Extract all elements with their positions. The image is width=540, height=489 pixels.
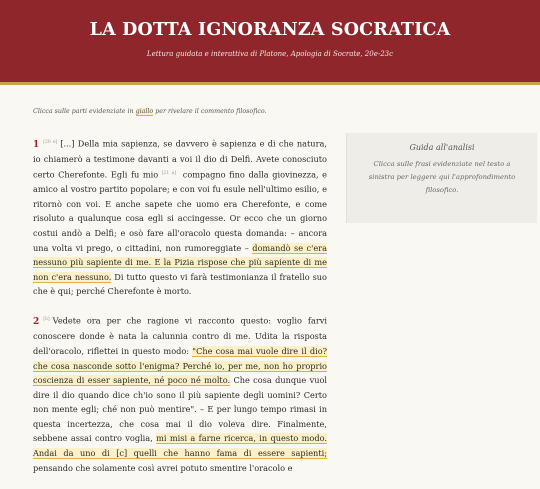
guide-text: Clicca sulle frasi evidenziate nel testo a sinistra per leggere qui l'approfondimento filosofico. [368, 160, 516, 194]
hint-text-after: per rivelare il commento filosofico. [153, 108, 267, 115]
paragraph-text: Vedete ora per che ragione vi racconto questo: voglio farvi conoscere donde è nata la calunnia contro di me. Udita la risposta dell'oracolo, riflettei in questo modo: [33, 315, 327, 356]
highlighted-passage[interactable]: "Che cosa mai vuole dire il dio? che cosa nasconde sotto l'enigma? Perché io, per me, non ho proprio coscienza di esser sapiente, né poco né molto. [33, 345, 328, 386]
page-subtitle: Lettura guidata e interattiva di Platone, Apologia di Socrate, 20e-23c [146, 50, 394, 58]
paragraph-number: 1 [33, 139, 40, 150]
guide-title: Guida all'analisi [409, 143, 475, 152]
stephanus-ref: [20 e] [43, 140, 58, 145]
text-column [33, 108, 327, 489]
analysis-guide-panel [346, 133, 537, 223]
paragraph-2 [33, 313, 327, 475]
paragraph-text: compagno fino dalla giovinezza, e amico al vostro partito popolare; e con voi fu esule nell'ultimo esilio, e ritornò con voi. E anche sapete che uomo era Cherefonte, e come risoluto a qualunque cosa egli si accingesse. Or ecco che un giorno costui andò a Delfi; e osò fare all'oracolo questa domanda: – ancora una volta vi prego, o cittadini, non rumoreggiate – [33, 169, 327, 253]
highlighted-passage[interactable]: mi misi a farne ricerca, in questo modo. Andai da uno di [c] quelli che hanno fama di essere sapienti; [33, 433, 327, 459]
page-title: LA DOTTA IGNORANZA SOCRATICA [89, 20, 451, 40]
paragraph-text: pensando che solamente così avrei potuto smentire l'oracolo e [33, 462, 293, 473]
paragraph-1 [33, 136, 327, 299]
instruction-hint [33, 108, 327, 115]
hint-highlight-example: giallo [135, 108, 154, 115]
paragraph-text: [...] Della mia sapienza, se davvero è sapienza e di che natura, io chiamerò a testimone davanti a voi il dio di Delfi. Avete conosciuto certo Cherefonte. Egli fu mio [33, 138, 327, 180]
hint-text-before: Clicca sulle parti evidenziate in [33, 108, 136, 115]
paragraph-text: Che cosa dunque vuol dire il dio quando dice ch'io sono il più sapiente degli uomini? Certo non mente egli; ché non può mentire". – E per lungo tempo rimasi in questa incertezza, che cosa mai il dio voleva dire. Finalmente, sebbene assai contro voglia, [33, 375, 328, 444]
paragraph-text: Di tutto questo vi farà testimonianza il fratello suo che è qui; perché Cherefonte è morto. [33, 271, 327, 297]
highlighted-passage[interactable]: domandò se c'era nessuno più sapiente di me. E la Pizia rispose che più sapiente di me non c'era nessuno. [33, 242, 327, 282]
page-header [0, 0, 540, 85]
stephanus-ref: [b] [43, 317, 50, 322]
paragraph-number: 2 [33, 316, 40, 327]
stephanus-ref: [21 a] [161, 170, 177, 176]
